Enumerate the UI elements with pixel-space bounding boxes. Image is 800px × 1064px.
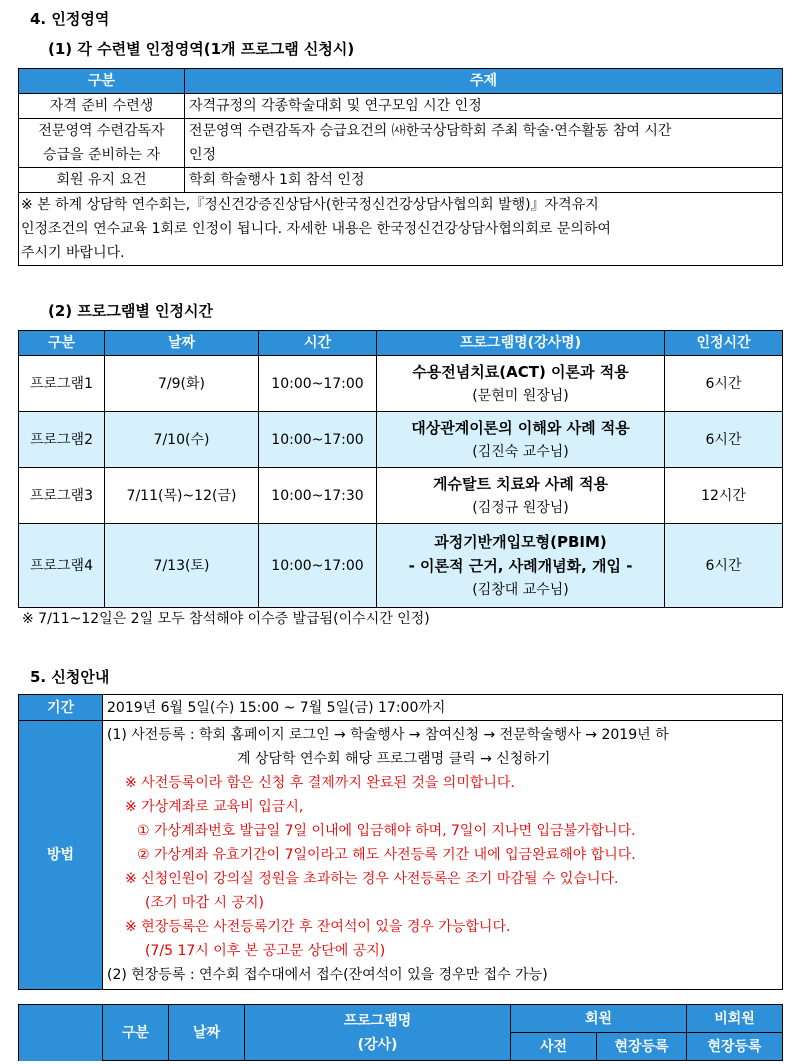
section4-sub2: (2) 프로그램별 인정시간 [48, 302, 214, 320]
program-time: 10:00~17:00 [259, 524, 377, 608]
fee-header-nonmember: 비회원 [687, 1005, 783, 1033]
table1-header-category: 구분 [19, 69, 185, 94]
table2-header-program: 프로그램명(강사명) [377, 331, 665, 356]
table1-note-line: ※ 본 하계 상담학 연수회는,『정신건강증진상담사(한국정신건강상담사협의회 발행)』자격유지 [21, 197, 599, 213]
fee-header-pre: 사전 [511, 1033, 597, 1061]
program-hours-table [18, 330, 783, 608]
program-label: 프로그램2 [19, 412, 105, 468]
program-title: 대상관계이론의 이해와 사례 적용 [411, 418, 630, 437]
method-line: ① 가상계좌번호 발급일 7일 이내에 입금해야 하며, 7일이 지나면 입금불가합니다. [137, 823, 636, 839]
table2-row [19, 356, 783, 412]
method-line: ※ 신청인원이 강의실 정원을 초과하는 경우 사전등록은 조기 마감될 수 있습니다. [125, 871, 619, 887]
method-line: ※ 사전등록이라 함은 신청 후 결제까지 완료된 것을 의미합니다. [125, 775, 515, 791]
fee-header-program-line: (강사) [357, 1036, 398, 1053]
fee-header-onsite-nonmember: 현장등록 [687, 1033, 783, 1061]
program-time: 10:00~17:00 [259, 356, 377, 412]
section4-sub1: (1) 각 수련별 인정영역(1개 프로그램 신청시) [48, 40, 355, 58]
method-line: ※ 가상계좌로 교육비 입금시, [125, 799, 304, 815]
program-lecturer: (김진숙 교수님) [472, 443, 569, 460]
fee-header-program-line: 프로그램명 [343, 1012, 412, 1029]
program-date: 7/13(토) [105, 524, 259, 608]
program-label: 프로그램4 [19, 524, 105, 608]
fee-header-date: 날짜 [169, 1005, 245, 1061]
program-hours: 6시간 [665, 356, 783, 412]
fee-table [18, 1004, 783, 1061]
method-content [103, 721, 783, 990]
table1-row [19, 168, 783, 193]
recognition-area-table [18, 68, 783, 266]
program-title: 과정기반개입모형(PBIM) [434, 532, 607, 551]
table1-topic: 자격규정의 각종학술대회 및 연구모임 시간 인정 [185, 94, 783, 119]
table2-header-category: 구분 [19, 331, 105, 356]
table2-header-date: 날짜 [105, 331, 259, 356]
table1-topic: 학회 학술행사 1회 참석 인정 [185, 168, 783, 193]
method-line: (2) 현장등록 : 연수회 접수대에서 접수(잔여석이 있을 경우만 접수 가능) [107, 967, 548, 983]
period-value: 2019년 6월 5일(수) 15:00 ~ 7월 5일(금) 17:00까지 [103, 695, 783, 721]
table2-footnote: ※ 7/11~12일은 2일 모두 참석해야 이수증 발급됨(이수시간 인정) [22, 611, 430, 627]
table1-note-line: 인정조건의 연수교육 1회로 인정이 됩니다. 자세한 내용은 한국정신건강상담사협의회로 문의하여 [21, 221, 611, 237]
table1-note-line: 주시기 바랍니다. [21, 245, 125, 261]
method-line: ※ 현장등록은 사전등록기간 후 잔여석이 있을 경우 가능합니다. [125, 919, 511, 935]
table1-category-line: 승급을 준비하는 자 [42, 147, 161, 163]
table1-category: 회원 유지 요건 [19, 168, 185, 193]
fee-label-cell [19, 1005, 103, 1061]
section5-title: 5. 신청안내 [30, 668, 110, 686]
table2-header-time: 시간 [259, 331, 377, 356]
program-lecturer: (김창대 교수님) [472, 581, 569, 598]
table1-category [19, 119, 185, 168]
method-line: ② 가상계좌 유효기간이 7일이라고 해도 사전등록 기간 내에 입금완료해야 합니다. [137, 847, 636, 863]
table2-row [19, 412, 783, 468]
method-line: (조기 마감 시 공지) [145, 895, 264, 911]
method-line: (7/5 17시 이후 본 공고문 상단에 공지) [145, 943, 386, 959]
period-label: 기간 [19, 695, 103, 721]
table2-row [19, 524, 783, 608]
program-hours: 6시간 [665, 524, 783, 608]
table1-row [19, 94, 783, 119]
method-line: (1) 사전등록 : 학회 홈페이지 로그인 → 학술행사 → 참여신청 → 전문학술행사 → 2019년 하 [107, 727, 669, 743]
program-date: 7/9(화) [105, 356, 259, 412]
program-title-cell [377, 356, 665, 412]
method-label: 방법 [19, 721, 103, 990]
section4-title: 4. 인정영역 [30, 10, 110, 28]
table1-topic [185, 119, 783, 168]
table2-row [19, 468, 783, 524]
fee-header-onsite: 현장등록 [597, 1033, 687, 1061]
table1-note [19, 193, 783, 266]
program-label: 프로그램3 [19, 468, 105, 524]
program-date: 7/11(목)~12(금) [105, 468, 259, 524]
program-title-cell [377, 412, 665, 468]
table2-header-hours: 인정시간 [665, 331, 783, 356]
table1-topic-line: 전문영역 수련감독자 승급요건의 ㈔한국상담학회 주최 학술·연수활동 참여 시간 [189, 123, 672, 139]
program-subtitle: - 이론적 근거, 사례개념화, 개입 - [408, 556, 633, 575]
fee-header-program [245, 1005, 511, 1061]
table1-header-topic: 주제 [185, 69, 783, 94]
method-line: 계 상담학 연수회 해당 프로그램명 클릭 → 신청하기 [237, 751, 551, 767]
table1-category: 자격 준비 수련생 [19, 94, 185, 119]
program-title: 게슈탈트 치료와 사례 적용 [432, 474, 609, 493]
program-title-cell [377, 524, 665, 608]
table1-row [19, 119, 783, 168]
program-time: 10:00~17:30 [259, 468, 377, 524]
program-title-cell [377, 468, 665, 524]
program-title: 수용전념치료(ACT) 이론과 적용 [412, 362, 629, 381]
program-hours: 12시간 [665, 468, 783, 524]
application-table [18, 694, 783, 990]
program-time: 10:00~17:00 [259, 412, 377, 468]
program-lecturer: (문현미 원장님) [472, 387, 569, 404]
method-lines [107, 723, 778, 987]
fee-header-category: 구분 [103, 1005, 169, 1061]
program-date: 7/10(수) [105, 412, 259, 468]
table1-category-line: 전문영역 수련감독자 [38, 123, 165, 139]
fee-header-member: 회원 [511, 1005, 687, 1033]
table1-topic-line: 인정 [189, 147, 217, 163]
program-lecturer: (김정규 원장님) [472, 499, 569, 516]
program-label: 프로그램1 [19, 356, 105, 412]
program-hours: 6시간 [665, 412, 783, 468]
